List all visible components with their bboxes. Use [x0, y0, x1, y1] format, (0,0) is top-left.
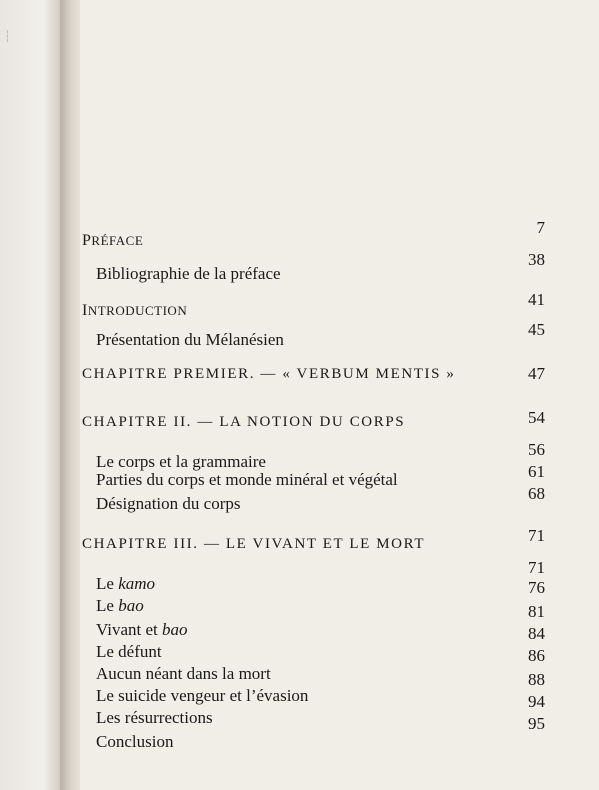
toc-entry-corps-grammaire: Le corps et la grammaire: [96, 452, 266, 471]
toc-entry-neant: Aucun néant dans la mort: [96, 664, 271, 683]
toc-page: [80, 0, 599, 790]
toc-entry-conclusion: Conclusion: [96, 732, 174, 751]
page-number: 54: [528, 408, 545, 427]
toc-chapter-3: CHAPITRE III. — LE VIVANT ET LE MORT: [82, 536, 426, 552]
page-number: 68: [528, 484, 545, 503]
page-number: 47: [528, 364, 545, 383]
page-number: 38: [528, 250, 545, 269]
page-number: 94: [528, 692, 545, 711]
left-page-edge: [0, 0, 62, 790]
book-gutter: [60, 0, 82, 790]
page-number: 76: [528, 578, 545, 597]
entry-label: RÉFACE: [91, 233, 144, 248]
toc-entry-bibliographie: Bibliographie de la préface: [96, 264, 281, 283]
page-number: 86: [528, 646, 545, 665]
page-number: 88: [528, 670, 545, 689]
toc-chapter-2: CHAPITRE II. — LA NOTION DU CORPS: [82, 414, 406, 430]
page-number: 71: [528, 526, 545, 545]
page-number: 41: [528, 290, 545, 309]
page-number: 81: [528, 602, 545, 621]
toc-entry-designation: Désignation du corps: [96, 494, 241, 513]
toc-entry-presentation: Présentation du Mélanésien: [96, 330, 284, 349]
toc-entry-resurrections: Les résurrections: [96, 708, 213, 727]
table-of-contents: [80, 0, 599, 790]
page-number: 7: [536, 218, 545, 237]
toc-entry-defunt: Le défunt: [96, 642, 162, 661]
page-number: 45: [528, 320, 545, 339]
page-number: 84: [528, 624, 545, 643]
toc-entry-bao: Le bao: [96, 596, 144, 615]
page-number: 61: [528, 462, 545, 481]
toc-entry-vivant-bao: Vivant et bao: [96, 620, 188, 639]
toc-entry-introduction: INTRODUCTION: [82, 302, 188, 319]
page-number: 71: [528, 558, 545, 577]
toc-entry-preface: PRÉFACE: [82, 232, 144, 249]
page-number: 56: [528, 440, 545, 459]
toc-entry-parties-corps: Parties du corps et monde minéral et végétal: [96, 470, 398, 489]
left-page-bleed: ┆: [4, 30, 12, 43]
toc-entry-kamo: Le kamo: [96, 574, 156, 593]
toc-chapter-1: CHAPITRE PREMIER. — « VERBUM MENTIS »: [82, 366, 456, 382]
page-number: 95: [528, 714, 545, 733]
toc-entry-suicide: Le suicide vengeur et l’évasion: [96, 686, 309, 705]
